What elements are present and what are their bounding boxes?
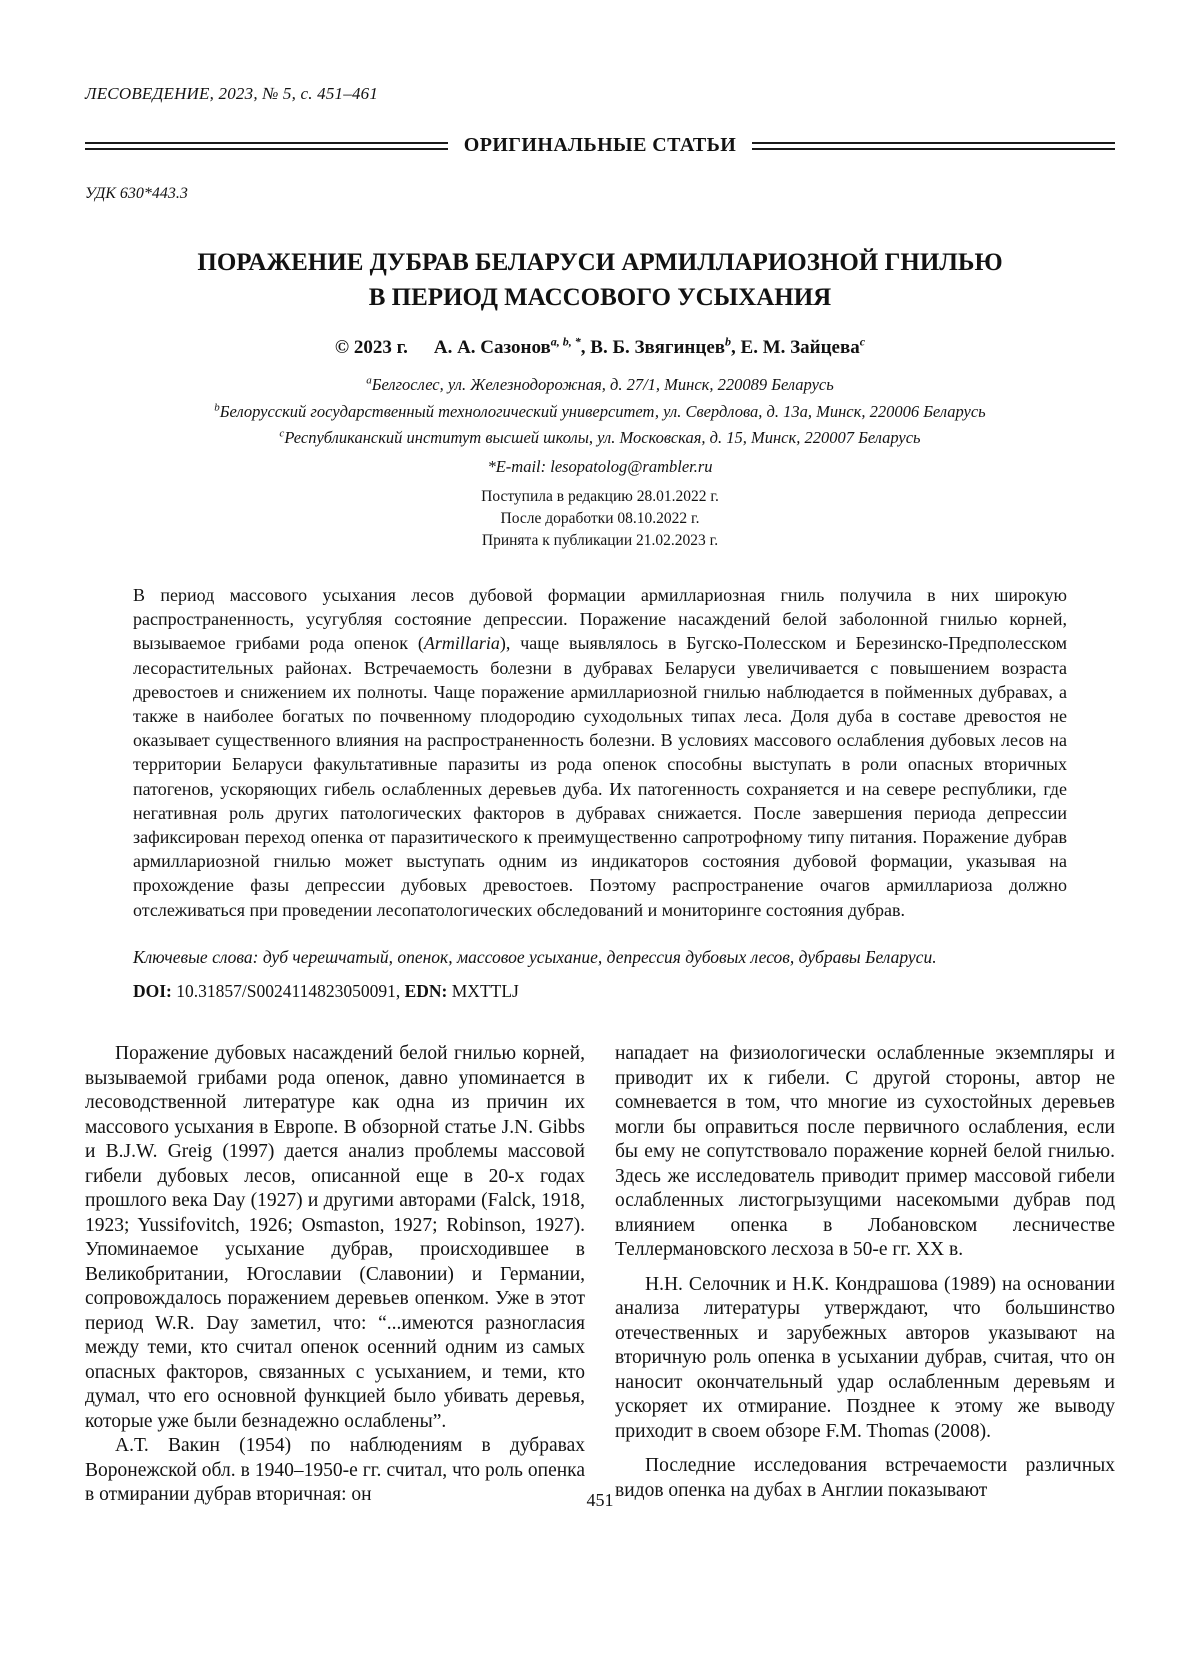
column-left: [85, 1042, 585, 1508]
edn-label: EDN:: [404, 981, 448, 1002]
affiliation-b-text: Белорусский государственный технологический университет, ул. Свердлова, д. 13а, Минск, 220006 Беларусь: [219, 401, 986, 421]
affiliation-b-mark: b: [214, 401, 220, 414]
section-banner: [85, 134, 1115, 157]
banner-rule-right: [752, 142, 1115, 150]
abstract-part2: ), чаще выявлялось в Бугско-Полесском и Березинско-Предполесском лесорастительных районах. Встречаемость болезни в дубравах Беларуси увеличивается с повышением возраста древостоев и снижением их полноты. Чаще поражение армиллариозной гнилью наблюдается в пойменных дубравах, а также в наиболее богатых по почвенному плодородию суходольных типах леса. Доля дуба в составе древостоя не оказывает существенного влияния на распространенность болезни. В условиях массового ослабления дубовых лесов на территории Беларуси факультативные паразиты из рода опенок способны выступать в роли опасных вторичных патогенов, ускоряющих гибель ослабленных деревьев дуба. Их патогенность сохраняется и на севере республики, где негативная роль других патологических факторов в дубравах снижается. После завершения периода депрессии зафиксирован переход опенка от паразитического к преимущественно сапротрофному типу питания. Поражение дубрав армиллариозной гнилью может выступать одним из индикаторов состояния дубовой формации, указывая на прохождение фазы депрессии дубовых древостоев. Поэтому распространение очагов армиллариоза должно отслеживаться при проведении лесопатологических обследований и мониторинге состояния дубрав.: [133, 633, 1067, 920]
date-received: Поступила в редакцию 28.01.2022 г.: [481, 487, 719, 505]
doi-label: DOI:: [133, 981, 172, 1002]
author-1-affiliation-marks: a, b, *: [550, 335, 581, 349]
author-2-name: В. Б. Звягинцев: [590, 337, 726, 359]
abstract-part1: В период массового усыхания лесов дубовой формации армиллариозная гниль получила в них широкую распространенность, усугубляя состояние депрессии. Поражение насаждений белой заболонной гнилью корней, вызываемое грибами рода опенок (: [133, 584, 1067, 654]
affiliation-a-mark: a: [366, 374, 372, 387]
doi-value: 10.31857/S0024114823050091,: [171, 981, 405, 1002]
species-name-italic: Armillaria: [423, 633, 500, 654]
affiliation-c-mark: c: [279, 427, 285, 440]
author-1: [434, 337, 590, 358]
affiliation-a: [85, 372, 1115, 398]
keywords-line: [133, 946, 1067, 970]
author-3: [741, 337, 866, 358]
body-paragraph: А.Т. Вакин (1954) по наблюдениям в дубравах Воронежской обл. в 1940–1950-е гг. считал, что роль опенка в отмирании дубрав вторичная: он: [85, 1435, 585, 1506]
body-paragraph: Поражение дубовых насаждений белой гнилью корней, вызываемой грибами рода опенок, давно упоминается в лесоводственной литературе как одна из причин их массового усыхания в Европе. В обзорной статье J.N. Gibbs и B.J.W. Greig (1997) дается анализ проблемы массовой гибели дубовых лесов, описанной еще в 20-х годах прошлого века Day (1927) и другими авторами (Falck, 1918, 1923; Yussifovitch, 1926; Osmaston, 1927; Robinson, 1927). Упоминаемое усыхание дубрав, происходившее в Великобритании, Югославии (Славонии) и Германии, сопровождалось поражением деревьев опенком. Уже в этот период W.R. Day заметил, что: “...имеются разногласия между теми, кто считал опенок осенний одним из самых опасных факторов, связанных с усыханием, и теми, кто думал, что его основной функцией было убивать деревья, которые уже были безнадежно ослаблены”.: [85, 1043, 585, 1432]
author-2-affiliation-marks: b: [725, 335, 732, 349]
body-paragraph: нападает на физиологически ослабленные экземпляры и приводит их к гибели. С другой стороны, автор не сомневается в том, что многие из сухостойных деревьев могли бы оправиться после первичного ослабления, если бы ему не сопутствовало поражение корней белой гнилью. Здесь же исследователь приводит пример массовой гибели ослабленных листогрызущими насекомыми дубрав под влиянием опенка в Лобановском лесничестве Теллермановского лесхоза в 50-е гг. XX в.: [615, 1043, 1115, 1261]
udc-code: УДК 630*443.3: [85, 185, 188, 202]
body-paragraph: Последние исследования встречаемости различных видов опенка на дубах в Англии показывают: [615, 1455, 1115, 1501]
article-title-line2: В ПЕРИОД МАССОВОГО УСЫХАНИЯ: [368, 284, 832, 311]
affiliation-c-text: Республиканский институт высшей школы, ул. Московская, д. 15, Минск, 220007 Беларусь: [284, 428, 921, 448]
article-body: [85, 1042, 1115, 1508]
author-3-name: Е. М. Зайцева: [740, 337, 860, 359]
keywords-text: дуб черешчатый, опенок, массовое усыхание, депрессия дубовых лесов, дубравы Беларуси.: [258, 946, 937, 967]
banner-rule-left: [85, 142, 448, 150]
journal-header: ЛЕСОВЕДЕНИЕ, 2023, № 5, с. 451–461: [85, 84, 379, 103]
affiliation-b: [85, 399, 1115, 425]
date-revised: После доработки 08.10.2022 г.: [500, 509, 700, 527]
author-separator: ,: [580, 337, 591, 359]
affiliation-c: [85, 425, 1115, 451]
abstract-text: [133, 583, 1067, 922]
affiliation-a-text: Белгослес, ул. Железнодорожная, д. 27/1, Минск, 220089 Беларусь: [371, 375, 834, 395]
body-paragraph: Н.Н. Селочник и Н.К. Кондрашова (1989) на основании анализа литературы утверждают, что большинство отечественных и зарубежных авторов указывают на вторичную роль опенка в усыхании дубрав, считая, что он наносит окончательный удар ослабленным деревьям и ускоряет их отмирание. Позднее к этому же выводу приходит в своем обзоре F.M. Thomas (2008).: [615, 1273, 1115, 1442]
article-title-line1: ПОРАЖЕНИЕ ДУБРАВ БЕЛАРУСИ АРМИЛЛАРИОЗНОЙ ГНИЛЬЮ: [197, 249, 1003, 276]
corresponding-email: *E-mail: lesopatolog@rambler.ru: [487, 456, 713, 476]
authors-line: [85, 335, 1115, 359]
copyright-notice: © 2023 г.: [334, 337, 408, 359]
section-banner-title: ОРИГИНАЛЬНЫЕ СТАТЬИ: [463, 134, 737, 156]
doi-line: [133, 981, 1067, 1002]
author-2: [590, 337, 740, 358]
date-accepted: Принята к публикации 21.02.2023 г.: [481, 532, 719, 550]
author-3-affiliation-marks: c: [859, 335, 866, 349]
column-right: [615, 1042, 1115, 1508]
article-title: [85, 245, 1115, 315]
edn-value: MXTTLJ: [447, 981, 519, 1002]
abstract-block: [133, 583, 1067, 1002]
page-number: 451: [586, 1490, 614, 1510]
article-dates: [85, 486, 1115, 553]
keywords-label: Ключевые слова:: [133, 946, 259, 967]
author-1-name: А. А. Сазонов: [433, 337, 551, 359]
author-separator: ,: [731, 337, 741, 359]
affiliations-block: [85, 372, 1115, 451]
